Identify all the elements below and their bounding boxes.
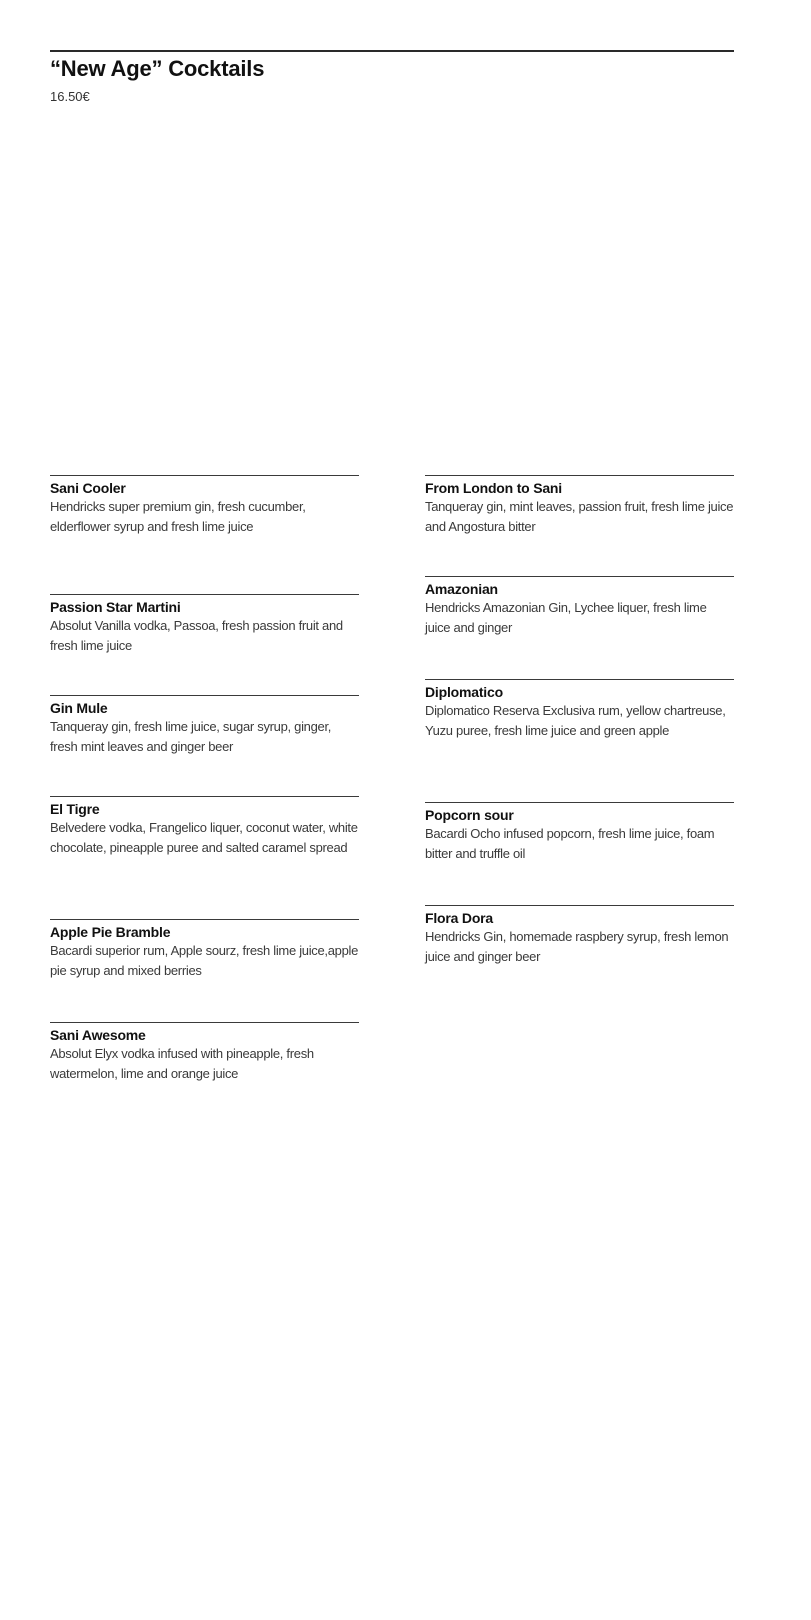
menu-item: [50, 475, 359, 594]
menu-item: [425, 802, 734, 905]
menu-item-description: Absolut Elyx vodka infused with pineapple, fresh watermelon, lime and orange juice: [50, 1046, 314, 1081]
menu-item: [425, 576, 734, 679]
menu-item-description: Hendricks Gin, homemade raspbery syrup, fresh lemon juice and ginger beer: [425, 929, 729, 964]
menu-item-name: El Tigre: [50, 801, 100, 817]
menu-item: [50, 796, 359, 919]
menu-item: [50, 1022, 359, 1096]
menu-item-description: Absolut Vanilla vodka, Passoa, fresh passion fruit and fresh lime juice: [50, 618, 343, 653]
page-title: “New Age” Cocktails: [50, 56, 265, 81]
menu-item: [50, 695, 359, 796]
menu-column-left: [50, 475, 359, 1096]
menu-item-description: Belvedere vodka, Frangelico liquer, coconut water, white chocolate, pineapple puree and salted caramel spread: [50, 820, 358, 855]
menu-item-description: Tanqueray gin, mint leaves, passion fruit, fresh lime juice and Angostura bitter: [425, 499, 734, 534]
menu-column-right: [425, 475, 734, 979]
menu-item-name: Passion Star Martini: [50, 599, 181, 615]
menu-item-description: Diplomatico Reserva Exclusiva rum, yellow chartreuse, Yuzu puree, fresh lime juice and green apple: [425, 703, 726, 738]
menu-item-name: Gin Mule: [50, 700, 108, 716]
menu-item-description: Tanqueray gin, fresh lime juice, sugar syrup, ginger, fresh mint leaves and ginger beer: [50, 719, 332, 754]
menu-item-description: Bacardi Ocho infused popcorn, fresh lime juice, foam bitter and truffle oil: [425, 826, 715, 861]
menu-item-name: Flora Dora: [425, 910, 494, 926]
menu-item: [425, 475, 734, 576]
menu-item-name: Sani Cooler: [50, 480, 126, 496]
menu-item-name: Amazonian: [425, 581, 498, 597]
menu-item: [425, 679, 734, 802]
menu-item-name: Sani Awesome: [50, 1027, 146, 1043]
section-price: 16.50€: [50, 89, 90, 104]
menu-item: [425, 905, 734, 979]
menu-item-name: Diplomatico: [425, 684, 503, 700]
menu-item-description: Hendricks super premium gin, fresh cucumber, elderflower syrup and fresh lime juice: [50, 499, 306, 534]
menu-item-name: Popcorn sour: [425, 807, 514, 823]
menu-item-name: From London to Sani: [425, 480, 562, 496]
menu-item-description: Hendricks Amazonian Gin, Lychee liquer, fresh lime juice and ginger: [425, 600, 707, 635]
menu-item: [50, 919, 359, 1022]
menu-item-name: Apple Pie Bramble: [50, 924, 171, 940]
top-divider: [50, 50, 734, 52]
menu-item-description: Bacardi superior rum, Apple sourz, fresh lime juice,apple pie syrup and mixed berries: [50, 943, 359, 978]
menu-item: [50, 594, 359, 695]
